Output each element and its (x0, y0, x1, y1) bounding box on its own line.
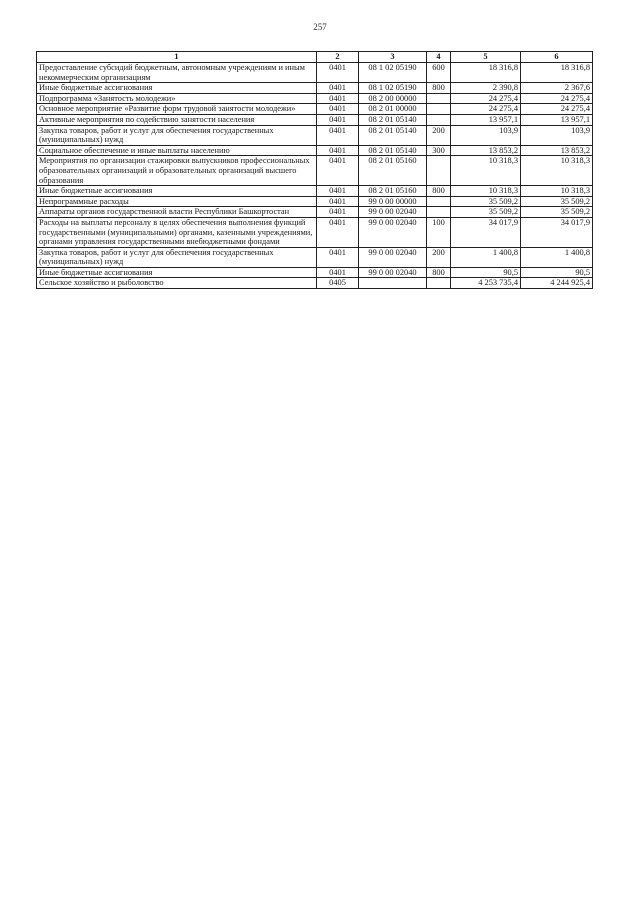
row-expense-type (427, 93, 451, 104)
row-target-article: 99 0 00 02040 (359, 207, 427, 218)
row-section-code: 0401 (317, 125, 359, 145)
row-amount-2: 34 017,9 (521, 217, 593, 247)
row-name: Непрограммные расходы (37, 196, 317, 207)
row-target-article: 08 1 02 05190 (359, 63, 427, 83)
row-section-code: 0401 (317, 93, 359, 104)
row-expense-type: 200 (427, 247, 451, 267)
row-amount-1: 10 318,3 (451, 156, 521, 186)
table-row (37, 207, 593, 218)
row-amount-2: 18 316,8 (521, 63, 593, 83)
row-name: Мероприятия по организации стажировки выпускников профессиональных образовательных организаций и образовательных организаций высшего образования (37, 156, 317, 186)
row-target-article: 08 2 01 00000 (359, 104, 427, 115)
table-body (37, 63, 593, 289)
row-section-code: 0401 (317, 114, 359, 125)
row-expense-type (427, 114, 451, 125)
row-section-code: 0405 (317, 278, 359, 289)
row-amount-2: 24 275,4 (521, 93, 593, 104)
table-row (37, 125, 593, 145)
row-amount-1: 13 853,2 (451, 145, 521, 156)
row-name: Подпрограмма «Занятость молодежи» (37, 93, 317, 104)
row-target-article: 08 2 01 05160 (359, 186, 427, 197)
header-col-3: 3 (359, 52, 427, 63)
row-section-code: 0401 (317, 186, 359, 197)
row-target-article: 99 0 00 00000 (359, 196, 427, 207)
table-row (37, 186, 593, 197)
row-amount-1: 90,5 (451, 267, 521, 278)
row-target-article: 08 2 01 05160 (359, 156, 427, 186)
row-name: Закупка товаров, работ и услуг для обеспечения государственных (муниципальных) нужд (37, 125, 317, 145)
header-col-4: 4 (427, 52, 451, 63)
row-amount-2: 13 957,1 (521, 114, 593, 125)
row-amount-2: 1 400,8 (521, 247, 593, 267)
table-row (37, 247, 593, 267)
table-row (37, 93, 593, 104)
table-row (37, 267, 593, 278)
row-expense-type (427, 156, 451, 186)
row-expense-type: 800 (427, 83, 451, 94)
row-name: Активные мероприятия по содействию занятости населения (37, 114, 317, 125)
row-amount-2: 13 853,2 (521, 145, 593, 156)
row-amount-2: 10 318,3 (521, 186, 593, 197)
row-section-code: 0401 (317, 156, 359, 186)
row-amount-1: 13 957,1 (451, 114, 521, 125)
row-target-article: 99 0 00 02040 (359, 247, 427, 267)
table-row (37, 217, 593, 247)
row-expense-type: 100 (427, 217, 451, 247)
row-amount-1: 1 400,8 (451, 247, 521, 267)
row-expense-type (427, 278, 451, 289)
header-col-2: 2 (317, 52, 359, 63)
row-section-code: 0401 (317, 196, 359, 207)
row-amount-2: 10 318,3 (521, 156, 593, 186)
row-amount-2: 103,9 (521, 125, 593, 145)
header-row (37, 52, 593, 63)
row-name: Расходы на выплаты персоналу в целях обеспечения выполнения функций государственными (муниципальными) органами, казенными учреждениями, органами управления государственными внебюджетными фондами (37, 217, 317, 247)
row-target-article: 08 2 00 00000 (359, 93, 427, 104)
row-amount-2: 35 509,2 (521, 207, 593, 218)
row-target-article: 08 2 01 05140 (359, 125, 427, 145)
row-section-code: 0401 (317, 145, 359, 156)
row-expense-type: 200 (427, 125, 451, 145)
table-row (37, 63, 593, 83)
page-number: 257 (313, 22, 327, 32)
row-section-code: 0401 (317, 247, 359, 267)
row-section-code: 0401 (317, 104, 359, 115)
row-target-article: 08 2 01 05140 (359, 145, 427, 156)
row-amount-2: 24 275,4 (521, 104, 593, 115)
row-target-article: 08 2 01 05140 (359, 114, 427, 125)
row-name: Иные бюджетные ассигнования (37, 83, 317, 94)
row-expense-type: 800 (427, 186, 451, 197)
row-expense-type: 800 (427, 267, 451, 278)
header-col-1: 1 (37, 52, 317, 63)
row-target-article: 08 1 02 05190 (359, 83, 427, 94)
row-expense-type: 600 (427, 63, 451, 83)
row-name: Закупка товаров, работ и услуг для обеспечения государственных (муниципальных) нужд (37, 247, 317, 267)
row-name: Иные бюджетные ассигнования (37, 267, 317, 278)
row-section-code: 0401 (317, 267, 359, 278)
row-amount-1: 35 509,2 (451, 207, 521, 218)
row-amount-1: 4 253 735,4 (451, 278, 521, 289)
row-amount-1: 34 017,9 (451, 217, 521, 247)
table-header (37, 52, 593, 63)
table-row (37, 156, 593, 186)
row-amount-1: 18 316,8 (451, 63, 521, 83)
row-target-article (359, 278, 427, 289)
row-target-article: 99 0 00 02040 (359, 217, 427, 247)
table-row (37, 104, 593, 115)
row-amount-2: 4 244 925,4 (521, 278, 593, 289)
header-col-6: 6 (521, 52, 593, 63)
table-row (37, 278, 593, 289)
row-expense-type (427, 196, 451, 207)
row-amount-2: 35 509,2 (521, 196, 593, 207)
row-expense-type (427, 207, 451, 218)
row-name: Сельское хозяйство и рыболовство (37, 278, 317, 289)
row-amount-2: 90,5 (521, 267, 593, 278)
row-amount-1: 2 390,8 (451, 83, 521, 94)
row-target-article: 99 0 00 02040 (359, 267, 427, 278)
budget-table (36, 51, 593, 289)
row-amount-2: 2 367,6 (521, 83, 593, 94)
row-name: Аппараты органов государственной власти Республики Башкортостан (37, 207, 317, 218)
row-expense-type: 300 (427, 145, 451, 156)
row-amount-1: 10 318,3 (451, 186, 521, 197)
row-section-code: 0401 (317, 207, 359, 218)
row-name: Иные бюджетные ассигнования (37, 186, 317, 197)
row-name: Социальное обеспечение и иные выплаты населению (37, 145, 317, 156)
table-row (37, 114, 593, 125)
table-row (37, 83, 593, 94)
row-amount-1: 103,9 (451, 125, 521, 145)
table-row (37, 145, 593, 156)
row-amount-1: 24 275,4 (451, 104, 521, 115)
row-name: Основное мероприятие «Развитие форм трудовой занятости молодежи» (37, 104, 317, 115)
row-amount-1: 24 275,4 (451, 93, 521, 104)
table-row (37, 196, 593, 207)
row-name: Предоставление субсидий бюджетным, автономным учреждениям и иным некоммерческим организациям (37, 63, 317, 83)
row-amount-1: 35 509,2 (451, 196, 521, 207)
row-expense-type (427, 104, 451, 115)
header-col-5: 5 (451, 52, 521, 63)
row-section-code: 0401 (317, 63, 359, 83)
row-section-code: 0401 (317, 83, 359, 94)
row-section-code: 0401 (317, 217, 359, 247)
